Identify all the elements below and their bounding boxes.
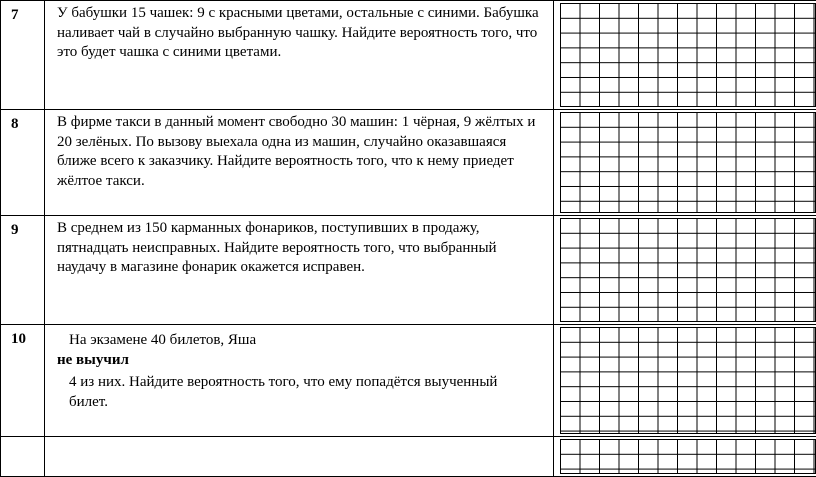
task-text-cell [45, 325, 554, 437]
empty-text-cell [45, 437, 554, 477]
task-number: 9 [1, 216, 44, 240]
answer-grid [560, 218, 816, 322]
task-row [1, 1, 816, 110]
task-text [45, 325, 553, 412]
answer-grid-cell [554, 437, 816, 477]
task-text-cell [45, 216, 554, 325]
task-text-cell [45, 1, 554, 110]
task-text-cell [45, 110, 554, 216]
task-text: В среднем из 150 карманных фонариков, поступивших в продажу, пятнадцать неисправных. Найдите вероятность того, что выбранный наудачу в магазине фонарик окажется исправен. [45, 216, 553, 278]
task-text: В фирме такси в данный момент свободно 30 машин: 1 чёрная, 9 жёлтых и 20 зелёных. По вызову выехала одна из машин, случайно оказавшаяся ближе всего к заказчику. Найдите вероятность того, что к нему приедет жёлтое такси. [45, 110, 553, 191]
task-row [1, 216, 816, 325]
task-text: У бабушки 15 чашек: 9 с красными цветами, остальные с синими. Бабушка наливает чай в случайно выбранную чашку. Найдите вероятность того, что это будет чашка с синими цветами. [45, 1, 553, 63]
answer-grid [560, 3, 816, 107]
task-number-cell [1, 1, 45, 110]
answer-grid [560, 327, 816, 434]
empty-row [1, 437, 816, 477]
task-number: 7 [1, 1, 44, 25]
task-text-end: 4 из них. Найдите вероятность того, что ему попадётся выученный билет. [57, 370, 545, 412]
answer-grid-cell [554, 110, 816, 216]
task-number: 8 [1, 110, 44, 134]
task-number-cell [1, 110, 45, 216]
answer-grid-cell [554, 325, 816, 437]
task-number-cell [1, 325, 45, 437]
empty-number-cell [1, 437, 45, 477]
answer-grid [560, 112, 816, 213]
task-number-cell [1, 216, 45, 325]
task-text-start: На экзамене 40 билетов, Яша [57, 328, 545, 351]
answer-grid-cell [554, 216, 816, 325]
task-text-emphasis: не выучил [57, 352, 129, 368]
task-number: 10 [1, 325, 44, 349]
answer-grid [560, 439, 816, 474]
task-row [1, 325, 816, 437]
task-row [1, 110, 816, 216]
answer-grid-cell [554, 1, 816, 110]
